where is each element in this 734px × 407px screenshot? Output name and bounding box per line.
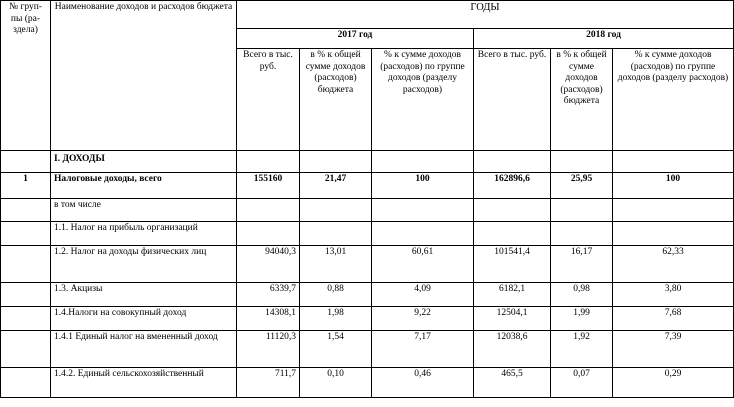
cell-value [474,222,551,246]
table-row [1,283,734,307]
cell-value: 1,98 [300,307,372,331]
table-row [1,246,734,283]
cell-value [372,151,474,173]
cell-value: 100 [372,173,474,199]
cell-value: 7,39 [613,331,734,368]
cell-value: 9,22 [372,307,474,331]
cell-value: 1,92 [551,331,613,368]
cell-value: 4,09 [372,283,474,307]
cell-value: 101541,4 [474,246,551,283]
table-row [1,199,734,222]
cell-no [1,246,51,283]
cell-value [551,151,613,173]
col-total-2018: Всего в тыс. руб. [474,49,551,151]
cell-name: 1.4.2. Единый сельскохозяйственный [51,368,237,398]
header-name: Наименование доходов и расходов бюджета [51,1,237,151]
cell-no [1,307,51,331]
cell-value: 14308,1 [237,307,300,331]
cell-value [474,199,551,222]
cell-value [551,222,613,246]
cell-value: 12504,1 [474,307,551,331]
cell-value: 0,98 [551,283,613,307]
cell-no: 1 [1,173,51,199]
table-row [1,307,734,331]
cell-value [372,199,474,222]
cell-name: 1.1. Налог на прибыль организаций [51,222,237,246]
cell-value [613,222,734,246]
cell-value: 0,46 [372,368,474,398]
cell-value [237,151,300,173]
cell-value: 0,10 [300,368,372,398]
cell-value: 7,17 [372,331,474,368]
cell-value: 1,99 [551,307,613,331]
cell-value: 155160 [237,173,300,199]
cell-value: 12038,6 [474,331,551,368]
cell-name: 1.2. Налог на доходы физических лиц [51,246,237,283]
cell-value: 94040,3 [237,246,300,283]
cell-value [300,151,372,173]
table-row [1,368,734,398]
cell-value [372,222,474,246]
cell-value [300,222,372,246]
cell-value [474,151,551,173]
header-2018: 2018 год [474,29,734,49]
cell-no [1,151,51,173]
cell-value: 711,7 [237,368,300,398]
col-total-2017: Всего в тыс. руб. [237,49,300,151]
cell-value [237,222,300,246]
cell-value: 1,54 [300,331,372,368]
header-years: ГОДЫ [237,1,734,29]
cell-name: I. ДОХОДЫ [51,151,237,173]
col-pct-total-2018: в % к общей сумме доходов (расходов) бюджета [551,49,613,151]
cell-value: 7,68 [613,307,734,331]
cell-value: 25,95 [551,173,613,199]
col-pct-group-2018: % к сумме доходов (расходов) по группе доходов (разделу расходов) [613,49,734,151]
cell-value: 60,61 [372,246,474,283]
cell-no [1,222,51,246]
cell-value: 13,01 [300,246,372,283]
col-pct-total-2017: в % к общей сумме доходов (расходов) бюджета [300,49,372,151]
cell-value: 3,80 [613,283,734,307]
table-row [1,222,734,246]
cell-no [1,283,51,307]
header-group-no: № груп-пы (ра-здела) [1,1,51,151]
cell-value: 16,17 [551,246,613,283]
cell-value: 162896,6 [474,173,551,199]
cell-value: 0,29 [613,368,734,398]
cell-name: в том числе [51,199,237,222]
cell-name: 1.4.1 Единый налог на вмененный доход [51,331,237,368]
cell-name: 1.3. Акцизы [51,283,237,307]
cell-value: 6182,1 [474,283,551,307]
cell-value [613,199,734,222]
cell-value [613,151,734,173]
cell-value: 21,47 [300,173,372,199]
cell-value: 0,07 [551,368,613,398]
cell-value [237,199,300,222]
cell-value: 0,88 [300,283,372,307]
table-row [1,173,734,199]
cell-name: Налоговые доходы, всего [51,173,237,199]
cell-value [551,199,613,222]
cell-no [1,368,51,398]
cell-value: 465,5 [474,368,551,398]
cell-value: 100 [613,173,734,199]
cell-value [300,199,372,222]
header-2017: 2017 год [237,29,474,49]
cell-value: 62,33 [613,246,734,283]
cell-name: 1.4.Налоги на совокупный доход [51,307,237,331]
cell-value: 6339,7 [237,283,300,307]
cell-value: 11120,3 [237,331,300,368]
col-pct-group-2017: % к сумме доходов (расходов) по группе доходов (разделу расходов) [372,49,474,151]
cell-no [1,331,51,368]
table-row [1,331,734,368]
cell-no [1,199,51,222]
table-row [1,151,734,173]
